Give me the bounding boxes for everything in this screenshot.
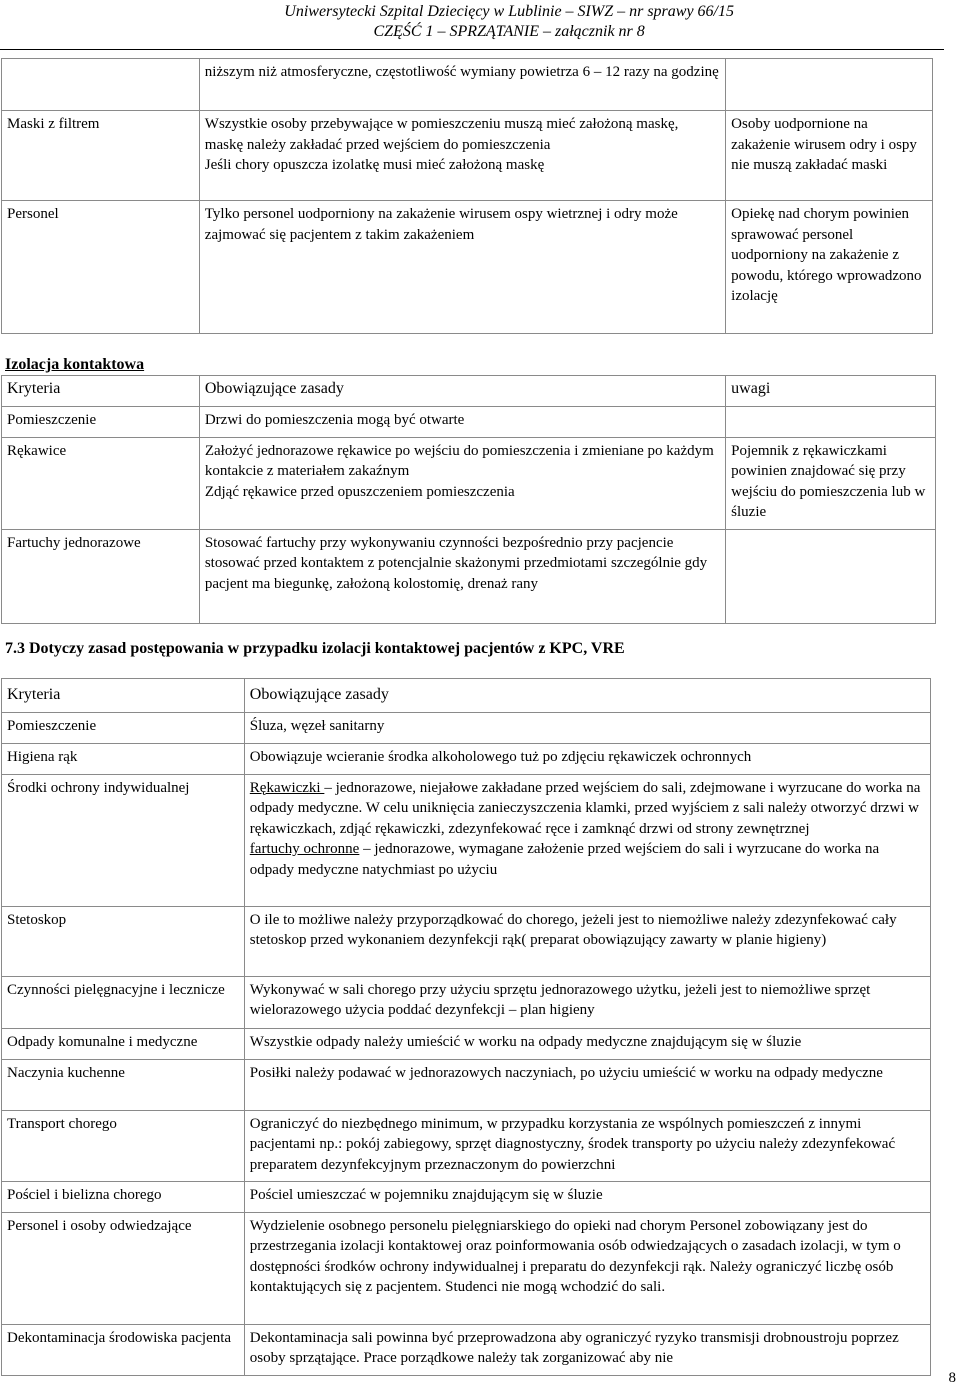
- cell-rules: Wydzielenie osobnego personelu pielęgniarskiego do opieki nad chorym Personel zobowiązany jest do przestrzegania izolacji kontaktowej oraz poinformowania osób odwiedzających o zasadach izolacji, w tym o dostępności środków ochrony indywidualnej i preparatu do dezynfekcji rąk. Należy ograniczyć liczbę osób kontaktujących się z pacjentem. Studenci nie mogą wchodzić do sali.: [244, 1212, 930, 1324]
- cell-rules: Obowiązuje wcieranie środka alkoholowego tuż po zdjęciu rękawiczek ochronnych: [244, 743, 930, 774]
- cell-notes: Pojemnik z rękawiczkami powinien znajdować się przy wejściu do pomieszczenia lub w śluzie: [726, 437, 936, 529]
- table-contact-isolation: [1, 375, 936, 624]
- table-row: [2, 1028, 931, 1059]
- cell-rules: Pościel umieszczać w pojemniku znajdującym się w śluzie: [244, 1182, 930, 1213]
- rule-line: Zdjąć rękawice przed opuszczeniem pomieszczenia: [204, 483, 515, 500]
- cell-criteria: Transport chorego: [2, 1110, 245, 1182]
- header-line-2: CZĘŚĆ 1 – SPRZĄTANIE – załącznik nr 8: [373, 23, 645, 40]
- header-rule: [0, 49, 944, 50]
- cell-notes: [726, 59, 933, 111]
- rule-line: stosować przed kontaktem z potencjalnie skażonymi przedmiotami szczególnie gdy pacjent ma biegunkę, założoną kolostomię, drenaż rany: [204, 555, 708, 592]
- cell-criteria: Maski z filtrem: [2, 111, 200, 201]
- header-line-1: Uniwersytecki Szpital Dziecięcy w Lublinie – SIWZ – nr sprawy 66/15: [284, 3, 734, 20]
- table-row: [2, 743, 931, 774]
- cell-rules: Dekontaminacja sali powinna być przeprowadzona aby ograniczyć ryzyko transmisji drobnoustroju poprzez osoby sprzątające. Prace porządkowe należy tak zorganizować aby nie: [244, 1324, 930, 1375]
- table-row: [2, 712, 931, 743]
- cell-notes: [726, 406, 936, 437]
- cell-criteria: Odpady komunalne i medyczne: [2, 1028, 245, 1059]
- table-row: [2, 437, 936, 529]
- rule-line: Jeśli chory opuszcza izolatkę musi mieć założoną maskę: [204, 157, 545, 173]
- cell-rules: [199, 437, 725, 529]
- cell-criteria: Pomieszczenie: [2, 406, 200, 437]
- table-row: [2, 1059, 931, 1110]
- table-row: [2, 59, 933, 111]
- section-title-contact-isolation: Izolacja kontaktowa: [5, 356, 145, 373]
- cell-rules: niższym niż atmosferyczne, częstotliwość wymiany powietrza 6 – 12 razy na godzinę: [199, 59, 725, 111]
- cell-rules: [199, 529, 725, 623]
- cell-criteria: Rękawice: [2, 437, 200, 529]
- table-row: [2, 1212, 931, 1324]
- cell-criteria: Pomieszczenie: [2, 712, 245, 743]
- rule-line: Wszystkie osoby przebywające w pomieszczeniu muszą mieć założoną maskę, maskę należy zakładać przed wejściem do pomieszczenia: [204, 116, 679, 153]
- cell-rules: Wykonywać w sali chorego przy użyciu sprzętu jednorazowego użytku, jeżeli jest to niemożliwe sprzęt wielorazowego użycia poddać dezynfekcji – plan higieny: [244, 976, 930, 1028]
- table-header-row: [2, 679, 931, 713]
- aprons-rule: [250, 839, 925, 880]
- gloves-rule: [250, 778, 925, 840]
- header-rules: Obowiązujące zasady: [199, 376, 725, 407]
- table-row: [2, 1324, 931, 1375]
- cell-rules: Posiłki należy podawać w jednorazowych naczyniach, po użyciu umieścić w worku na odpady medyczne: [244, 1059, 930, 1110]
- cell-criteria: Naczynia kuchenne: [2, 1059, 245, 1110]
- cell-criteria: Pościel i bielizna chorego: [2, 1182, 245, 1213]
- table-top: [1, 58, 933, 334]
- cell-criteria: Czynności pielęgnacyjne i lecznicze: [2, 976, 245, 1028]
- table-row: [2, 201, 933, 334]
- cell-rules: [199, 111, 725, 201]
- table-row: [2, 111, 933, 201]
- table-row: [2, 906, 931, 976]
- table-row: [2, 976, 931, 1028]
- cell-criteria: Dekontaminacja środowiska pacjenta: [2, 1324, 245, 1375]
- table-kpc-vre: [1, 678, 931, 1376]
- cell-notes: Opiekę nad chorym powinien sprawować personel uodporniony na zakażenie z powodu, którego wprowadzono izolację: [726, 201, 933, 334]
- gloves-text: – jednorazowe, niejałowe zakładane przed wejściem do sali, zdejmowane i wyrzucane do worka na odpady medyczne. W celu uniknięcia zanieczyszczenia klamki, przed wyjściem z sali należy otworzyć drzwi w rękawiczkach, zdjąć rękawiczki, zdezynfekować ręce i zamknąć drzwi od strony zewnętrznej: [249, 779, 921, 837]
- cell-rules: O ile to możliwe należy przyporządkować do chorego, jeżeli jest to niemożliwe należy zdezynfekować cały stetoskop przed wykonaniem dezynfekcji rąk( preparat obowiązujący zawarty w planie higieny): [244, 906, 930, 976]
- table-row: [2, 1110, 931, 1182]
- header-rules: Obowiązujące zasady: [244, 679, 930, 713]
- table-row: [2, 774, 931, 906]
- cell-rules: Drzwi do pomieszczenia mogą być otwarte: [199, 406, 725, 437]
- header-criteria: Kryteria: [2, 679, 245, 713]
- cell-criteria: Środki ochrony indywidualnej: [2, 774, 245, 906]
- table-header-row: [2, 376, 936, 407]
- rule-line: Założyć jednorazowe rękawice po wejściu do pomieszczenia i zmieniane po każdym kontakcie z materiałem zakaźnym: [204, 442, 714, 479]
- table-row: [2, 1182, 931, 1213]
- page-number: 8: [948, 1370, 956, 1386]
- cell-criteria: Fartuchy jednorazowe: [2, 529, 200, 623]
- cell-criteria: Personel: [2, 201, 200, 334]
- gloves-label: Rękawiczki: [249, 779, 325, 796]
- cell-rules: Śluza, węzeł sanitarny: [244, 712, 930, 743]
- cell-rules: Tylko personel uodporniony na zakażenie wirusem ospy wietrznej i odry może zajmować się pacjentem z takim zakażeniem: [199, 201, 725, 334]
- cell-rules: [244, 774, 930, 906]
- header-notes: uwagi: [726, 376, 936, 407]
- cell-notes: Osoby uodpornione na zakażenie wirusem odry i ospy nie muszą zakładać maski: [726, 111, 933, 201]
- cell-criteria: [2, 59, 200, 111]
- cell-rules: Ograniczyć do niezbędnego minimum, w przypadku korzystania ze wspólnych pomieszczeń z innymi pacjentami np.: pokój zabiegowy, sprzęt diagnostyczny, środek transporty po użyciu należy zdezynfekować preparatem dezynfekcyjnym przeznaczonym do powierzchni: [244, 1110, 930, 1182]
- cell-criteria: Stetoskop: [2, 906, 245, 976]
- table-row: [2, 529, 936, 623]
- section-title-7-3: 7.3 Dotyczy zasad postępowania w przypadku izolacji kontaktowej pacjentów z KPC, VRE: [5, 640, 625, 657]
- aprons-text: – jednorazowe, wymagane założenie przed wejściem do sali i wyrzucane do worka na odpady medyczne natychmiast po użyciu: [249, 841, 880, 878]
- aprons-label: fartuchy ochronne: [249, 841, 360, 857]
- table-row: [2, 406, 936, 437]
- cell-rules: Wszystkie odpady należy umieścić w worku na odpady medyczne znajdującym się w śluzie: [244, 1028, 930, 1059]
- header-criteria: Kryteria: [2, 376, 200, 407]
- cell-notes: [726, 529, 936, 623]
- cell-criteria: Higiena rąk: [2, 743, 245, 774]
- cell-criteria: Personel i osoby odwiedzające: [2, 1212, 245, 1324]
- rule-line: Stosować fartuchy przy wykonywaniu czynności bezpośrednio przy pacjencie: [204, 534, 674, 551]
- page-header: [284, 2, 734, 42]
